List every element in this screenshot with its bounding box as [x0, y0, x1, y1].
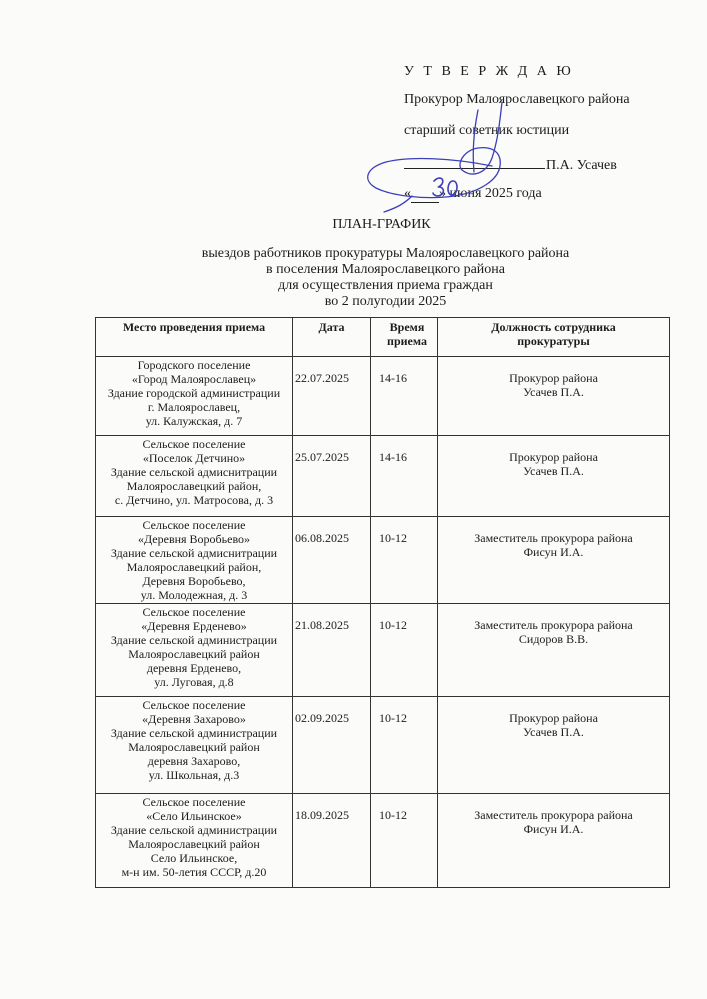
- header-date: Дата: [293, 318, 371, 357]
- approver-rank: старший советник юстиции: [404, 123, 570, 138]
- cell-time: 14-16: [371, 357, 438, 436]
- place-line: Сельское поселение: [142, 605, 246, 619]
- header-time: [371, 318, 438, 357]
- cell-time: 10-12: [371, 697, 438, 794]
- place-line: Малоярославецкий район: [128, 647, 260, 661]
- position-line: Прокурор района: [509, 711, 598, 725]
- cell-position: [438, 357, 670, 436]
- place-line: «Село Ильинское»: [146, 809, 242, 823]
- cell-date: 22.07.2025: [293, 357, 371, 436]
- signature-underline: [404, 154, 545, 169]
- subtitle-line: в поселения Малоярославецкого района: [265, 262, 505, 277]
- place-line: Сельское поселение: [142, 698, 246, 712]
- place-line: Сельское поселение: [142, 795, 246, 809]
- place-line: Здание сельской адмиснитрации: [110, 465, 278, 479]
- place-line: Малоярославецкий район,: [126, 479, 262, 493]
- position-line: Фисун И.А.: [523, 545, 584, 559]
- header-time-line: Время: [389, 320, 425, 334]
- place-line: Здание сельской администрации: [110, 726, 278, 740]
- place-line: Городского поселение: [137, 358, 251, 372]
- position-line: Усачев П.А.: [523, 464, 584, 478]
- place-line: ул. Школьная, д.3: [148, 768, 240, 782]
- table-header-row: [96, 318, 670, 357]
- position-line: Прокурор района: [509, 371, 598, 385]
- cell-place: [96, 697, 293, 794]
- header-place: Место проведения приема: [96, 318, 293, 357]
- header-position: [438, 318, 670, 357]
- position-line: Усачев П.А.: [523, 725, 584, 739]
- cell-date: 06.08.2025: [293, 517, 371, 604]
- cell-position: [438, 517, 670, 604]
- position-line: Заместитель прокурора района: [474, 531, 633, 545]
- cell-time: 10-12: [371, 604, 438, 697]
- cell-place: [96, 436, 293, 517]
- position-line: Заместитель прокурора района: [474, 618, 633, 632]
- position-line: Фисун И.А.: [523, 822, 584, 836]
- signature-line: [404, 154, 617, 174]
- place-line: ул. Калужская, д. 7: [145, 414, 243, 428]
- schedule-table: [95, 317, 670, 888]
- approval-day: [411, 186, 439, 203]
- cell-date: 18.09.2025: [293, 794, 371, 888]
- table-row: [96, 517, 670, 604]
- place-line: Здание сельской администрации: [110, 633, 278, 647]
- place-line: Здание городской администрации: [107, 386, 281, 400]
- place-line: ул. Молодежная, д. 3: [140, 588, 248, 602]
- cell-position: [438, 794, 670, 888]
- place-line: ул. Луговая, д.8: [154, 675, 234, 689]
- header-time-line: приема: [387, 334, 427, 348]
- document-title: ПЛАН-ГРАФИК: [332, 217, 431, 232]
- cell-time: 10-12: [371, 517, 438, 604]
- cell-time: 10-12: [371, 794, 438, 888]
- subtitle-line: выездов работников прокуратуры Малоярославецкого района: [201, 246, 570, 261]
- cell-position: [438, 436, 670, 517]
- place-line: «Деревня Воробьево»: [137, 532, 251, 546]
- document-subtitle: [32, 246, 707, 310]
- place-line: Здание сельской адмиснитрации: [110, 546, 278, 560]
- place-line: Малоярославецкий район,: [126, 560, 262, 574]
- approver-position: Прокурор Малоярославецкого района: [404, 92, 630, 107]
- cell-time: 14-16: [371, 436, 438, 517]
- place-line: Малоярославецкий район: [128, 740, 260, 754]
- approver-name: П.А. Усачев: [546, 158, 617, 173]
- cell-position: [438, 697, 670, 794]
- approval-date: « » июня 2025 года: [404, 186, 542, 201]
- table-row: [96, 357, 670, 436]
- subtitle-line: для осуществления приема граждан: [278, 278, 493, 293]
- table-row: [96, 794, 670, 888]
- place-line: г. Малоярославец,: [147, 400, 241, 414]
- place-line: м-н им. 50-летия СССР, д.20: [121, 865, 267, 879]
- position-line: Усачев П.А.: [523, 385, 584, 399]
- approval-heading: У Т В Е Р Ж Д А Ю: [404, 64, 574, 79]
- approval-date-suffix: июня 2025 года: [449, 186, 542, 201]
- place-line: деревня Захарово,: [147, 754, 241, 768]
- cell-place: [96, 794, 293, 888]
- approval-day-value: 30: [431, 175, 432, 176]
- table-row: [96, 436, 670, 517]
- cell-place: [96, 357, 293, 436]
- table-row: [96, 697, 670, 794]
- place-line: Село Ильинское,: [150, 851, 238, 865]
- place-line: Сельское поселение: [142, 518, 246, 532]
- cell-date: 25.07.2025: [293, 436, 371, 517]
- position-line: Заместитель прокурора района: [474, 808, 633, 822]
- place-line: Деревня Воробьево,: [142, 574, 246, 588]
- cell-date: 21.08.2025: [293, 604, 371, 697]
- header-position-line: прокуратуры: [517, 334, 590, 348]
- place-line: «Поселок Детчино»: [142, 451, 246, 465]
- place-line: «Деревня Ерденево»: [141, 619, 247, 633]
- place-line: «Деревня Захарово»: [142, 712, 246, 726]
- cell-position: [438, 604, 670, 697]
- header-position-line: Должность сотрудника: [491, 320, 616, 334]
- cell-place: [96, 604, 293, 697]
- place-line: Здание сельской администрации: [110, 823, 278, 837]
- position-line: Прокурор района: [509, 450, 598, 464]
- place-line: «Город Малоярославец»: [131, 372, 257, 386]
- place-line: Малоярославецкий район: [128, 837, 260, 851]
- cell-place: [96, 517, 293, 604]
- cell-date: 02.09.2025: [293, 697, 371, 794]
- place-line: Сельское поселение: [142, 437, 246, 451]
- position-line: Сидоров В.В.: [518, 632, 589, 646]
- place-line: с. Детчино, ул. Матросова, д. 3: [114, 493, 274, 507]
- place-line: деревня Ерденево,: [146, 661, 242, 675]
- subtitle-line: во 2 полугодии 2025: [324, 294, 447, 309]
- table-row: [96, 604, 670, 697]
